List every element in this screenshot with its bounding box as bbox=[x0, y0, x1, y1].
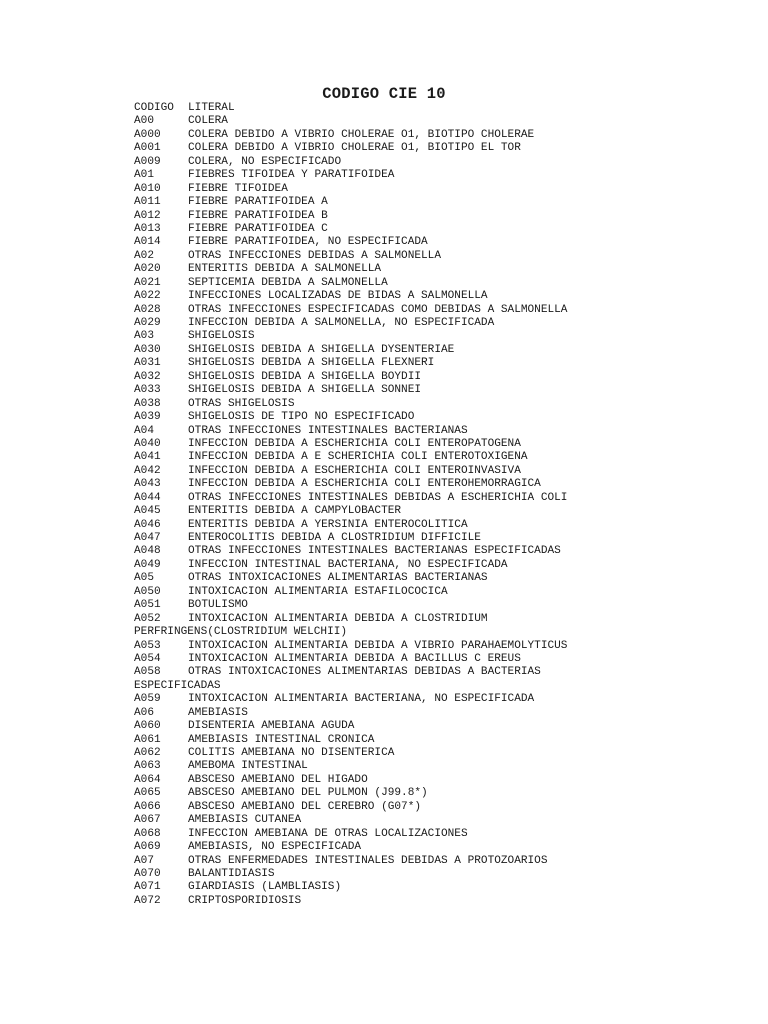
description-text: AMEBIASIS, NO ESPECIFICADA bbox=[188, 841, 362, 854]
code-text: A045 bbox=[134, 505, 161, 518]
code-row bbox=[134, 465, 754, 478]
code-text: A041 bbox=[134, 451, 161, 464]
description-text: AMEBIASIS INTESTINAL CRONICA bbox=[188, 733, 375, 746]
code-text: A052 bbox=[134, 612, 161, 625]
description-text: AMEBOMA INTESTINAL bbox=[188, 760, 308, 773]
code-text: A028 bbox=[134, 303, 161, 316]
description-text: INFECCION INTESTINAL BACTERIANA, NO ESPECIFICADA bbox=[188, 558, 508, 571]
code-text: A020 bbox=[134, 263, 161, 276]
description-text: INFECCIONES LOCALIZADAS DE BIDAS A SALMONELLA bbox=[188, 290, 488, 303]
code-text: A032 bbox=[134, 370, 161, 383]
code-row bbox=[134, 357, 754, 370]
code-text: A000 bbox=[134, 128, 161, 141]
code-text: A043 bbox=[134, 478, 161, 491]
description-text: INFECCION DEBIDA A ESCHERICHIA COLI ENTEROINVASIVA bbox=[188, 464, 521, 477]
code-row bbox=[134, 115, 754, 128]
code-text: A072 bbox=[134, 894, 161, 907]
code-text: A064 bbox=[134, 773, 161, 786]
description-text: FIEBRE PARATIFOIDEA B bbox=[188, 209, 328, 222]
description-text: AMEBIASIS bbox=[188, 706, 248, 719]
description-text: INFECCION DEBIDA A E SCHERICHIA COLI ENTEROTOXIGENA bbox=[188, 451, 528, 464]
code-row bbox=[134, 734, 754, 747]
code-row bbox=[134, 532, 754, 545]
code-text: A065 bbox=[134, 787, 161, 800]
code-row bbox=[134, 317, 754, 330]
description-text: FIEBRE PARATIFOIDEA, NO ESPECIFICADA bbox=[188, 236, 428, 249]
code-row bbox=[134, 720, 754, 733]
description-text: SHIGELOSIS DEBIDA A SHIGELLA BOYDII bbox=[188, 370, 422, 383]
code-text: A058 bbox=[134, 666, 161, 679]
code-text: A042 bbox=[134, 464, 161, 477]
description-text: INTOXICACION ALIMENTARIA ESTAFILOCOCICA bbox=[188, 585, 448, 598]
description-text: ESPECIFICADAS bbox=[134, 679, 221, 692]
code-row bbox=[134, 586, 754, 599]
code-row bbox=[134, 156, 754, 169]
code-text: A05 bbox=[134, 572, 154, 585]
description-text: FIEBRES TIFOIDEA Y PARATIFOIDEA bbox=[188, 169, 395, 182]
code-text: A060 bbox=[134, 720, 161, 733]
code-row bbox=[134, 559, 754, 572]
description-text: DISENTERIA AMEBIANA AGUDA bbox=[188, 720, 355, 733]
code-row bbox=[134, 599, 754, 612]
document-title: CODIGO CIE 10 bbox=[322, 85, 446, 103]
code-text: A070 bbox=[134, 867, 161, 880]
code-row bbox=[134, 572, 754, 585]
column-header-literal: LITERAL bbox=[188, 102, 235, 114]
code-row bbox=[134, 653, 754, 666]
code-row bbox=[134, 411, 754, 424]
code-row bbox=[134, 330, 754, 343]
code-list bbox=[134, 102, 754, 908]
code-text: A047 bbox=[134, 532, 161, 544]
code-text: A00 bbox=[134, 115, 154, 128]
description-text: SEPTICEMIA DEBIDA A SALMONELLA bbox=[188, 276, 388, 289]
code-text: A061 bbox=[134, 733, 161, 746]
code-text: A02 bbox=[134, 249, 154, 262]
code-row bbox=[134, 384, 754, 397]
code-text: A03 bbox=[134, 330, 154, 343]
code-text: A051 bbox=[134, 599, 161, 612]
code-row bbox=[134, 398, 754, 411]
code-text: A033 bbox=[134, 384, 161, 397]
code-text: A069 bbox=[134, 841, 161, 854]
column-header-row bbox=[134, 102, 754, 115]
code-row bbox=[134, 250, 754, 263]
description-text: OTRAS INTOXICACIONES ALIMENTARIAS BACTERIANAS bbox=[188, 572, 488, 585]
code-row bbox=[134, 371, 754, 384]
code-text: A049 bbox=[134, 558, 161, 571]
code-text: A011 bbox=[134, 196, 161, 209]
code-row bbox=[134, 666, 754, 679]
code-row bbox=[134, 451, 754, 464]
code-text: A066 bbox=[134, 800, 161, 813]
description-text: INFECCION DEBIDA A ESCHERICHIA COLI ENTEROHEMORRAGICA bbox=[188, 478, 541, 491]
description-text: FIEBRE TIFOIDEA bbox=[188, 182, 288, 195]
description-text: COLITIS AMEBIANA NO DISENTERICA bbox=[188, 747, 395, 759]
code-text: A07 bbox=[134, 854, 154, 867]
description-text: INFECCION DEBIDA A SALMONELLA, NO ESPECIFICADA bbox=[188, 317, 495, 329]
code-text: A029 bbox=[134, 317, 161, 329]
description-text: COLERA bbox=[188, 115, 228, 128]
description-text: COLERA DEBIDO A VIBRIO CHOLERAE O1, BIOTIPO EL TOR bbox=[188, 142, 521, 155]
description-text: BALANTIDIASIS bbox=[188, 867, 275, 880]
code-row bbox=[134, 760, 754, 773]
description-text: INTOXICACION ALIMENTARIA DEBIDA A VIBRIO PARAHAEMOLYTICUS bbox=[188, 639, 568, 652]
code-row bbox=[134, 277, 754, 290]
code-text: A039 bbox=[134, 411, 161, 424]
code-row bbox=[134, 895, 754, 908]
code-row bbox=[134, 304, 754, 317]
code-text: A059 bbox=[134, 693, 161, 706]
description-text: INFECCION DEBIDA A ESCHERICHIA COLI ENTEROPATOGENA bbox=[188, 437, 521, 450]
code-row bbox=[134, 505, 754, 518]
code-text: A021 bbox=[134, 276, 161, 289]
code-text: A012 bbox=[134, 209, 161, 222]
code-text: A044 bbox=[134, 491, 161, 504]
code-row bbox=[134, 707, 754, 720]
code-row bbox=[134, 545, 754, 558]
description-text: FIEBRE PARATIFOIDEA A bbox=[188, 196, 328, 209]
description-text: FIEBRE PARATIFOIDEA C bbox=[188, 222, 328, 235]
description-text: OTRAS INFECCIONES INTESTINALES DEBIDAS A ESCHERICHIA COLI bbox=[188, 491, 568, 504]
code-text: A030 bbox=[134, 343, 161, 356]
code-text: A01 bbox=[134, 169, 154, 182]
description-text: SHIGELOSIS DEBIDA A SHIGELLA DYSENTERIAE bbox=[188, 343, 455, 356]
description-text: OTRAS SHIGELOSIS bbox=[188, 397, 295, 410]
code-row bbox=[134, 519, 754, 532]
code-row bbox=[134, 129, 754, 142]
code-row bbox=[134, 142, 754, 155]
code-text: A054 bbox=[134, 652, 161, 665]
code-row bbox=[134, 183, 754, 196]
code-text: A046 bbox=[134, 518, 161, 531]
description-text: ABSCESO AMEBIANO DEL PULMON (J99.8*) bbox=[188, 787, 428, 800]
continuation-line bbox=[134, 626, 754, 639]
code-text: A014 bbox=[134, 236, 161, 249]
code-text: A022 bbox=[134, 290, 161, 303]
code-row bbox=[134, 801, 754, 814]
code-row bbox=[134, 868, 754, 881]
code-row bbox=[134, 828, 754, 841]
description-text: SHIGELOSIS bbox=[188, 330, 255, 343]
code-row bbox=[134, 438, 754, 451]
code-row bbox=[134, 223, 754, 236]
column-header-code: CODIGO bbox=[134, 102, 174, 114]
description-text: ENTERITIS DEBIDA A SALMONELLA bbox=[188, 263, 382, 276]
code-text: A009 bbox=[134, 155, 161, 168]
code-text: A062 bbox=[134, 747, 161, 759]
description-text: COLERA, NO ESPECIFICADO bbox=[188, 155, 342, 168]
code-text: A067 bbox=[134, 814, 161, 827]
code-text: A038 bbox=[134, 397, 161, 410]
code-text: A013 bbox=[134, 222, 161, 235]
code-text: A040 bbox=[134, 437, 161, 450]
code-row bbox=[134, 290, 754, 303]
description-text: GIARDIASIS (LAMBLIASIS) bbox=[188, 881, 342, 894]
code-row bbox=[134, 344, 754, 357]
code-row bbox=[134, 478, 754, 491]
code-row bbox=[134, 492, 754, 505]
code-text: A001 bbox=[134, 142, 161, 155]
continuation-line bbox=[134, 680, 754, 693]
description-text: COLERA DEBIDO A VIBRIO CHOLERAE O1, BIOTIPO CHOLERAE bbox=[188, 128, 535, 141]
description-text: OTRAS ENFERMEDADES INTESTINALES DEBIDAS A PROTOZOARIOS bbox=[188, 854, 548, 867]
code-text: A048 bbox=[134, 545, 161, 558]
description-text: OTRAS INTOXICACIONES ALIMENTARIAS DEBIDAS A BACTERIAS bbox=[188, 666, 541, 679]
code-row bbox=[134, 640, 754, 653]
description-text: SHIGELOSIS DE TIPO NO ESPECIFICADO bbox=[188, 411, 415, 424]
code-row bbox=[134, 236, 754, 249]
description-text: OTRAS INFECCIONES DEBIDAS A SALMONELLA bbox=[188, 249, 441, 262]
description-text: INTOXICACION ALIMENTARIA DEBIDA A CLOSTRIDIUM bbox=[188, 612, 488, 625]
code-text: A071 bbox=[134, 881, 161, 894]
code-row bbox=[134, 747, 754, 760]
description-text: ABSCESO AMEBIANO DEL HIGADO bbox=[188, 773, 368, 786]
code-text: A04 bbox=[134, 424, 154, 437]
description-text: ENTERITIS DEBIDA A CAMPYLOBACTER bbox=[188, 505, 402, 518]
description-text: ABSCESO AMEBIANO DEL CEREBRO (G07*) bbox=[188, 800, 422, 813]
description-text: OTRAS INFECCIONES INTESTINALES BACTERIANAS bbox=[188, 424, 468, 437]
description-text: BOTULISMO bbox=[188, 599, 248, 612]
description-text: ENTEROCOLITIS DEBIDA A CLOSTRIDIUM DIFFICILE bbox=[188, 532, 481, 544]
code-text: A06 bbox=[134, 706, 154, 719]
description-text: INTOXICACION ALIMENTARIA BACTERIANA, NO ESPECIFICADA bbox=[188, 693, 535, 706]
description-text: OTRAS INFECCIONES INTESTINALES BACTERIANAS ESPECIFICADAS bbox=[188, 545, 561, 558]
code-row bbox=[134, 814, 754, 827]
code-text: A068 bbox=[134, 827, 161, 840]
code-row bbox=[134, 774, 754, 787]
code-row bbox=[134, 425, 754, 438]
description-text: SHIGELOSIS DEBIDA A SHIGELLA SONNEI bbox=[188, 384, 422, 397]
code-row bbox=[134, 613, 754, 626]
description-text: CRIPTOSPORIDIOSIS bbox=[188, 894, 302, 907]
description-text: INTOXICACION ALIMENTARIA DEBIDA A BACILLUS C EREUS bbox=[188, 652, 521, 665]
code-text: A050 bbox=[134, 585, 161, 598]
code-text: A063 bbox=[134, 760, 161, 773]
description-text: PERFRINGENS(CLOSTRIDIUM WELCHII) bbox=[134, 626, 348, 639]
code-row bbox=[134, 263, 754, 276]
code-row bbox=[134, 210, 754, 223]
description-text: INFECCION AMEBIANA DE OTRAS LOCALIZACIONES bbox=[188, 827, 468, 840]
description-text: SHIGELOSIS DEBIDA A SHIGELLA FLEXNERI bbox=[188, 357, 435, 370]
code-row bbox=[134, 881, 754, 894]
description-text: ENTERITIS DEBIDA A YERSINIA ENTEROCOLITICA bbox=[188, 518, 468, 531]
code-row bbox=[134, 787, 754, 800]
description-text: OTRAS INFECCIONES ESPECIFICADAS COMO DEBIDAS A SALMONELLA bbox=[188, 303, 568, 316]
code-row bbox=[134, 169, 754, 182]
code-text: A031 bbox=[134, 357, 161, 370]
code-row bbox=[134, 855, 754, 868]
description-text: AMEBIASIS CUTANEA bbox=[188, 814, 302, 827]
code-row bbox=[134, 693, 754, 706]
code-text: A053 bbox=[134, 639, 161, 652]
code-text: A010 bbox=[134, 182, 161, 195]
code-row bbox=[134, 196, 754, 209]
code-row bbox=[134, 841, 754, 854]
